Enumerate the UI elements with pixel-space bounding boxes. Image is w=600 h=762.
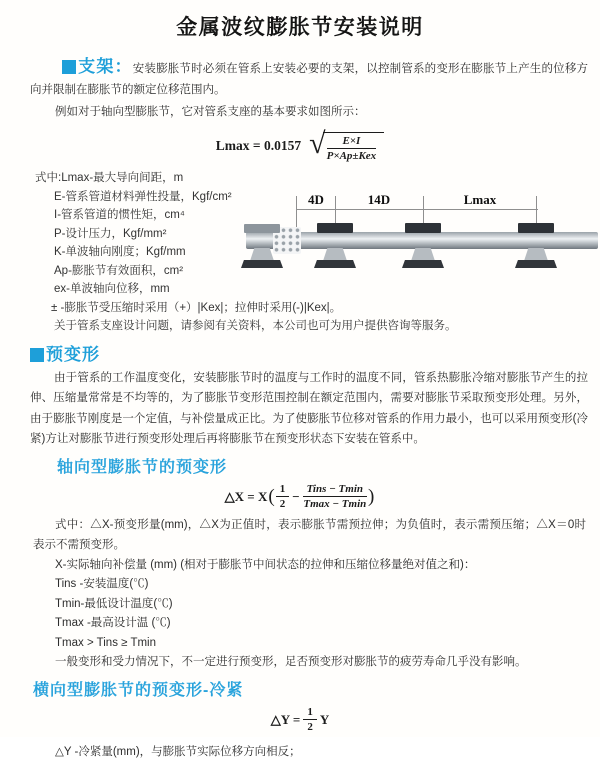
axial-note-line: Tmax > Tins ≥ Tmin (55, 636, 156, 649)
dimension-label-4d: 4D (304, 192, 328, 207)
support-cap (518, 223, 554, 233)
axial-note-line: 一般变形和受力情况下，不一定进行预变形，足否预变形对膨胀节的疲劳寿命几乎没有影响。 (55, 656, 527, 668)
definition-line: 关于管系支座设计问题，请参阅有关资料，本公司也可为用户提供咨询等服务。 (54, 320, 457, 332)
definition-line: K-单波轴向刚度；Kgf/mm (54, 246, 186, 258)
support-stem (524, 248, 548, 261)
right-paren: ) (368, 485, 375, 507)
fraction-denominator: 2 (307, 721, 313, 733)
guide-spacing-formula (0, 127, 600, 164)
support-base (402, 260, 444, 268)
axial-note-paragraph: 式中：△X-预变形量(mm)，△X为正值时，表示膨胀节需预拉伸；为负值时，表示需预压缩；△X＝0时表示不需预变形。 (33, 518, 586, 551)
axial-note-line: Tins -安装温度(℃) (55, 578, 149, 590)
formula-rhs: Y (319, 711, 330, 727)
axial-note-line: Tmin-最低设计温度(℃) (55, 597, 173, 610)
axial-predeform-formula (0, 482, 600, 512)
axial-note-line: Tmax -最高设计温 (℃) (55, 617, 171, 629)
formula-lhs: △Y = (270, 711, 301, 727)
pipe-support (514, 191, 558, 279)
axial-subsection-heading: 轴向型膨胀节的预变形 (57, 458, 228, 476)
pipe-support-diagram (246, 191, 598, 279)
fraction-numerator: 1 (303, 706, 317, 720)
definition-line: ex-单波轴向位移，mm (54, 283, 170, 295)
pipe-support (313, 191, 357, 279)
fraction-numerator: Tins − Tmin (303, 483, 367, 497)
fraction (327, 135, 377, 162)
definition-line: Ap-膨胀节有效面积，cm² (54, 264, 184, 277)
support-cap (317, 223, 353, 233)
pipe-support (240, 191, 284, 279)
support-base (314, 260, 356, 268)
definition-line: P-设计压力，Kgf/mm² (54, 227, 167, 240)
definition-line: I-管系管道的惯性矩，cm⁴ (54, 209, 185, 221)
support-base (515, 260, 557, 268)
minus-sign: − (292, 488, 300, 504)
lateral-subsection-heading: 横向型膨胀节的预变形-冷紧 (33, 681, 244, 699)
support-stem (250, 248, 274, 261)
fraction-denominator: Tmax − Tmin (303, 498, 367, 510)
pipe-support (401, 191, 445, 279)
fraction-numerator: E×I (327, 135, 377, 149)
formula-lhs: Lmax = 0.0157 (215, 137, 302, 153)
support-cap (244, 224, 280, 233)
formula-lhs: △X = X (224, 488, 268, 504)
predeform-body-paragraph: 由于管系的工作温度变化，安装膨胀节时的温度与工作时的温度不同，管系热膨胀冷缩对膨胀节产生的拉伸、压缩量常常是不均等的，为了膨胀节变形范围控制在额定范围内，需要对膨胀节采取预变形处理。另外，由于膨胀节刚度是一个定值，与补偿量成正比。为了使膨胀节位移对管系的作用力最小，也可以采用预变形(冷紧)方让对膨胀节进行预变形处理后再将膨胀节在预变形状态下安装在管系中。 (30, 371, 588, 445)
radical-expression (309, 129, 384, 162)
definition-line: ± -膨胀节受压缩时采用（+）|Kex|；拉伸时采用(-)|Kex|。 (51, 301, 342, 314)
dimension-label-14d: 14D (364, 192, 394, 207)
predeform-section-heading: 预变形 (46, 344, 100, 364)
support-example-line: 例如对于轴向型膨胀节，它对管系支座的基本要求如图所示： (55, 106, 366, 118)
fraction-half (276, 483, 290, 510)
lateral-note-line: △Y -冷紧量(mm)，与膨胀节实际位移方向相反； (55, 745, 301, 758)
predeform-section-heading-row (30, 340, 600, 365)
support-section-heading: 支架： (78, 57, 133, 76)
support-stem (323, 248, 347, 261)
section-marker-square (30, 348, 44, 362)
left-paren: ( (268, 485, 275, 507)
support-intro-text: 安装膨胀节时必须在管系上安装必要的支架，以控制管系的变形在膨胀节上产生的位移方向并限制在膨胀节的额定位移范围内。 (30, 63, 588, 96)
support-intro-paragraph (30, 56, 588, 101)
lateral-coldtight-formula (0, 707, 600, 733)
section-marker-square (62, 60, 76, 74)
dimension-label-lmax: Lmax (460, 192, 501, 207)
radical-body (323, 132, 385, 162)
support-cap (405, 223, 441, 233)
fraction-denominator: 2 (279, 498, 286, 510)
fraction-numerator: 1 (276, 483, 290, 497)
definition-line: 式中:Lmax-最大导向间距，m (35, 172, 184, 184)
support-stem (411, 248, 435, 261)
fraction-denominator: P×Ap±Kex (326, 150, 377, 162)
page-title: 金属波纹膨胀节安装说明 (176, 16, 424, 39)
fraction-half (303, 706, 317, 733)
fraction-temperature (303, 483, 367, 510)
definition-line: E-管系管道材料弹性投量，Kgf/cm² (54, 190, 232, 203)
radical-sign: √ (309, 127, 326, 160)
support-base (241, 260, 283, 268)
axial-note-line: X-实际轴向补偿量 (mm) (相对于膨胀节中间状态的拉伸和压缩位移量绝对值之和)： (55, 558, 476, 571)
